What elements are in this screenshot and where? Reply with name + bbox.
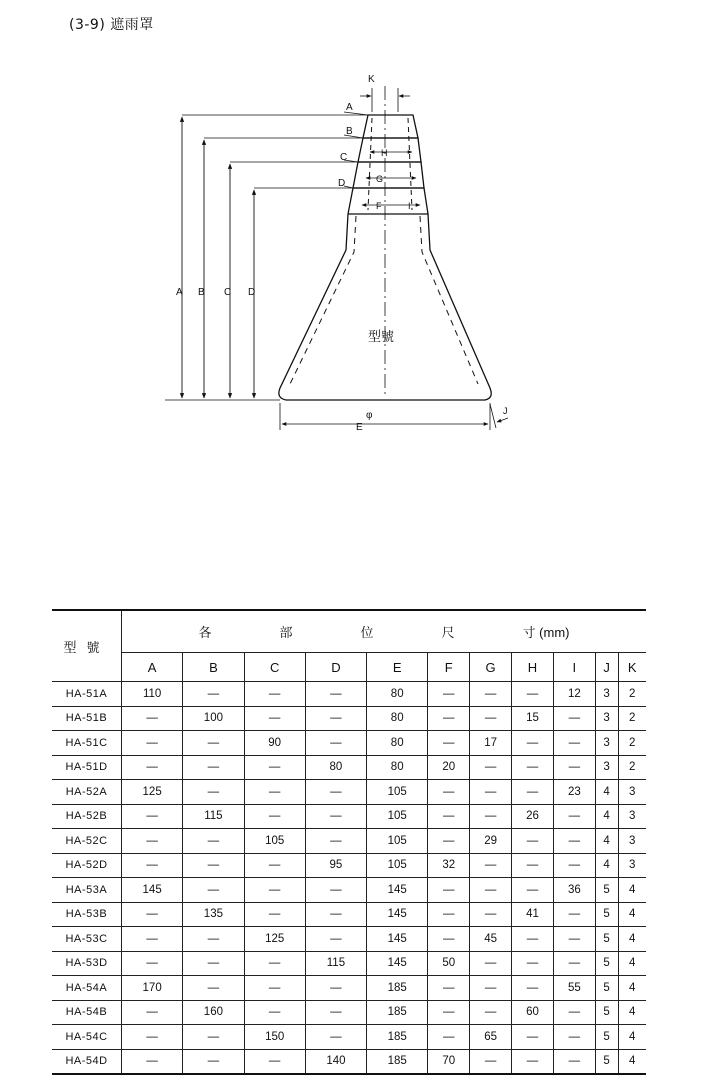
model-cell: HA-53D (52, 951, 122, 976)
value-cell: 2 (618, 755, 646, 780)
column-header-c: C (244, 653, 305, 682)
model-label: 型號 (368, 329, 395, 344)
value-cell: 20 (428, 755, 470, 780)
value-cell: — (244, 780, 305, 805)
value-cell: 125 (244, 927, 305, 952)
value-cell: — (553, 927, 595, 952)
table-row (52, 780, 646, 805)
value-cell: 15 (512, 706, 554, 731)
value-cell: — (428, 1025, 470, 1050)
top-step-d (348, 188, 428, 214)
label-b-top: B (346, 126, 353, 137)
value-cell: 80 (367, 706, 428, 731)
value-cell: 41 (512, 902, 554, 927)
value-cell: 80 (305, 755, 366, 780)
value-cell: — (122, 951, 183, 976)
model-header: 型號 (52, 610, 122, 682)
value-cell: — (428, 804, 470, 829)
value-cell: 115 (183, 804, 244, 829)
value-cell: — (553, 1025, 595, 1050)
value-cell: 145 (367, 927, 428, 952)
value-cell: 36 (553, 878, 595, 903)
value-cell: — (428, 1000, 470, 1025)
value-cell: 12 (553, 682, 595, 707)
label-a-side: A (176, 287, 183, 298)
value-cell: 45 (470, 927, 512, 952)
column-header-g: G (470, 653, 512, 682)
value-cell: — (122, 731, 183, 756)
value-cell: 4 (618, 902, 646, 927)
value-cell: — (122, 853, 183, 878)
column-header-a: A (122, 653, 183, 682)
value-cell: — (470, 706, 512, 731)
table-row (52, 731, 646, 756)
value-cell: — (428, 878, 470, 903)
value-cell: 32 (428, 853, 470, 878)
value-cell: — (305, 902, 366, 927)
label-h: H (381, 148, 388, 158)
value-cell: — (305, 1025, 366, 1050)
value-cell: — (553, 829, 595, 854)
value-cell: 4 (618, 927, 646, 952)
value-cell: — (470, 1000, 512, 1025)
value-cell: — (553, 755, 595, 780)
value-cell: 3 (618, 780, 646, 805)
model-cell: HA-51B (52, 706, 122, 731)
value-cell: — (122, 1000, 183, 1025)
value-cell: — (512, 780, 554, 805)
value-cell: — (183, 755, 244, 780)
value-cell: 140 (305, 1049, 366, 1074)
value-cell: — (183, 878, 244, 903)
value-cell: 3 (595, 682, 618, 707)
value-cell: 4 (618, 976, 646, 1001)
value-cell: 3 (618, 804, 646, 829)
value-cell: 145 (122, 878, 183, 903)
value-cell: — (244, 706, 305, 731)
value-cell: — (512, 682, 554, 707)
value-cell: 100 (183, 706, 244, 731)
value-cell: 185 (367, 1000, 428, 1025)
value-cell: 105 (367, 853, 428, 878)
value-cell: 4 (618, 951, 646, 976)
value-cell: — (305, 780, 366, 805)
value-cell: — (122, 829, 183, 854)
value-cell: — (305, 706, 366, 731)
value-cell: — (512, 853, 554, 878)
table-row (52, 829, 646, 854)
value-cell: — (183, 1049, 244, 1074)
value-cell: — (183, 951, 244, 976)
value-cell: 3 (595, 731, 618, 756)
value-cell: 5 (595, 1025, 618, 1050)
value-cell: 4 (618, 1000, 646, 1025)
table-row (52, 927, 646, 952)
value-cell: — (428, 780, 470, 805)
value-cell: — (305, 682, 366, 707)
value-cell: — (470, 878, 512, 903)
value-cell: 95 (305, 853, 366, 878)
top-step-b (358, 138, 421, 162)
value-cell: — (244, 951, 305, 976)
table-row (52, 1025, 646, 1050)
value-cell: 4 (595, 780, 618, 805)
value-cell: — (244, 755, 305, 780)
value-cell: 5 (595, 902, 618, 927)
label-g: G (376, 174, 384, 184)
value-cell: — (553, 804, 595, 829)
table-row (52, 755, 646, 780)
value-cell: 2 (618, 706, 646, 731)
model-cell: HA-54B (52, 1000, 122, 1025)
value-cell: 50 (428, 951, 470, 976)
table-row (52, 976, 646, 1001)
value-cell: 90 (244, 731, 305, 756)
value-cell: — (122, 804, 183, 829)
value-cell: 115 (305, 951, 366, 976)
value-cell: 105 (367, 780, 428, 805)
value-cell: 80 (367, 682, 428, 707)
value-cell: — (428, 706, 470, 731)
column-header-e: E (367, 653, 428, 682)
value-cell: — (470, 755, 512, 780)
value-cell: 2 (618, 682, 646, 707)
model-cell: HA-51D (52, 755, 122, 780)
value-cell: 5 (595, 927, 618, 952)
value-cell: 17 (470, 731, 512, 756)
model-cell: HA-51A (52, 682, 122, 707)
value-cell: — (305, 878, 366, 903)
value-cell: — (470, 853, 512, 878)
value-cell: 145 (367, 902, 428, 927)
value-cell: — (470, 780, 512, 805)
value-cell: 3 (618, 853, 646, 878)
value-cell: 55 (553, 976, 595, 1001)
value-cell: — (470, 902, 512, 927)
value-cell: 3 (618, 829, 646, 854)
value-cell: 5 (595, 1000, 618, 1025)
column-header-h: H (512, 653, 554, 682)
value-cell: — (470, 976, 512, 1001)
model-cell: HA-54A (52, 976, 122, 1001)
value-cell: — (244, 902, 305, 927)
model-cell: HA-52B (52, 804, 122, 829)
value-cell: — (553, 1049, 595, 1074)
value-cell: 5 (595, 878, 618, 903)
label-k: K (368, 74, 375, 85)
value-cell: 4 (595, 804, 618, 829)
value-cell: — (244, 853, 305, 878)
value-cell: 80 (367, 755, 428, 780)
label-f: F (376, 201, 382, 211)
value-cell: — (122, 1049, 183, 1074)
value-cell: — (183, 682, 244, 707)
value-cell: 125 (122, 780, 183, 805)
value-cell: — (470, 951, 512, 976)
label-c-top: C (340, 152, 348, 163)
value-cell: — (512, 927, 554, 952)
value-cell: — (512, 951, 554, 976)
value-cell: — (553, 951, 595, 976)
value-cell: — (305, 976, 366, 1001)
value-cell: — (244, 1000, 305, 1025)
value-cell: 26 (512, 804, 554, 829)
value-cell: — (553, 1000, 595, 1025)
label-d-top: D (338, 178, 346, 189)
value-cell: — (512, 755, 554, 780)
value-cell: 170 (122, 976, 183, 1001)
value-cell: 5 (595, 951, 618, 976)
table-row (52, 902, 646, 927)
value-cell: 23 (553, 780, 595, 805)
column-header-f: F (428, 653, 470, 682)
value-cell: 4 (595, 853, 618, 878)
value-cell: — (428, 682, 470, 707)
value-cell: 3 (595, 706, 618, 731)
table-row (52, 853, 646, 878)
value-cell: 60 (512, 1000, 554, 1025)
column-header-i: I (553, 653, 595, 682)
table-row (52, 1000, 646, 1025)
page-title: (3-9) 遮雨罩 (69, 17, 154, 33)
value-cell: — (305, 804, 366, 829)
model-cell: HA-54D (52, 1049, 122, 1074)
column-header-k: K (618, 653, 646, 682)
phi-symbol: φ (366, 410, 373, 421)
value-cell: — (305, 829, 366, 854)
value-cell: — (428, 902, 470, 927)
value-cell: — (512, 1025, 554, 1050)
model-cell: HA-54C (52, 1025, 122, 1050)
model-cell: HA-52D (52, 853, 122, 878)
label-d-side: D (248, 287, 256, 298)
value-cell: 185 (367, 976, 428, 1001)
table-row (52, 682, 646, 707)
value-cell: — (553, 853, 595, 878)
column-header-b: B (183, 653, 244, 682)
value-cell: 145 (367, 878, 428, 903)
value-cell: — (470, 804, 512, 829)
value-cell: 2 (618, 731, 646, 756)
value-cell: — (553, 902, 595, 927)
value-cell: — (512, 878, 554, 903)
value-cell: — (183, 853, 244, 878)
value-cell: — (183, 1025, 244, 1050)
model-cell: HA-53C (52, 927, 122, 952)
table-row (52, 1049, 646, 1074)
value-cell: — (244, 682, 305, 707)
value-cell: 4 (618, 1025, 646, 1050)
value-cell: 135 (183, 902, 244, 927)
value-cell: 5 (595, 1049, 618, 1074)
value-cell: 4 (618, 878, 646, 903)
value-cell: — (512, 731, 554, 756)
label-i: I (408, 201, 411, 211)
value-cell: 80 (367, 731, 428, 756)
table-row (52, 878, 646, 903)
value-cell: — (428, 927, 470, 952)
value-cell: — (183, 829, 244, 854)
model-cell: HA-53B (52, 902, 122, 927)
value-cell: 105 (367, 804, 428, 829)
value-cell: — (244, 976, 305, 1001)
value-cell: 4 (618, 1049, 646, 1074)
value-cell: — (305, 731, 366, 756)
value-cell: 160 (183, 1000, 244, 1025)
rain-cover-diagram (0, 0, 708, 470)
value-cell: 185 (367, 1025, 428, 1050)
value-cell: 4 (595, 829, 618, 854)
value-cell: 105 (244, 829, 305, 854)
label-e: E (356, 422, 363, 433)
value-cell: 70 (428, 1049, 470, 1074)
table-row (52, 951, 646, 976)
value-cell: 185 (367, 1049, 428, 1074)
label-c-side: C (224, 287, 232, 298)
value-cell: — (512, 1049, 554, 1074)
value-cell: 110 (122, 682, 183, 707)
value-cell: — (244, 804, 305, 829)
value-cell: 29 (470, 829, 512, 854)
label-b-side: B (198, 287, 205, 298)
value-cell: — (512, 829, 554, 854)
model-cell: HA-52C (52, 829, 122, 854)
column-header-d: D (305, 653, 366, 682)
value-cell: — (122, 706, 183, 731)
value-cell: — (470, 682, 512, 707)
value-cell: 145 (367, 951, 428, 976)
value-cell: — (305, 1000, 366, 1025)
label-a-top: A (346, 102, 353, 113)
value-cell: — (244, 878, 305, 903)
value-cell: — (470, 1049, 512, 1074)
value-cell: — (122, 1025, 183, 1050)
value-cell: 5 (595, 976, 618, 1001)
spec-table (52, 609, 646, 1075)
value-cell: — (183, 976, 244, 1001)
value-cell: 150 (244, 1025, 305, 1050)
dimensions-header: 各 部 位 尺 寸 (mm) (122, 610, 647, 653)
value-cell: 3 (595, 755, 618, 780)
value-cell: — (122, 755, 183, 780)
value-cell: — (428, 731, 470, 756)
value-cell: — (428, 829, 470, 854)
value-cell: — (428, 976, 470, 1001)
value-cell: — (122, 927, 183, 952)
value-cell: — (512, 976, 554, 1001)
value-cell: — (553, 706, 595, 731)
value-cell: — (183, 780, 244, 805)
value-cell: — (122, 902, 183, 927)
top-step-c (353, 162, 424, 188)
top-step-a (363, 115, 418, 138)
value-cell: 65 (470, 1025, 512, 1050)
model-cell: HA-51C (52, 731, 122, 756)
value-cell: — (553, 731, 595, 756)
table-row (52, 804, 646, 829)
column-header-j: J (595, 653, 618, 682)
table-row (52, 706, 646, 731)
model-cell: HA-53A (52, 878, 122, 903)
label-j: J (503, 406, 508, 416)
value-cell: 105 (367, 829, 428, 854)
value-cell: — (183, 731, 244, 756)
value-cell: — (305, 927, 366, 952)
model-cell: HA-52A (52, 780, 122, 805)
value-cell: — (183, 927, 244, 952)
value-cell: — (244, 1049, 305, 1074)
